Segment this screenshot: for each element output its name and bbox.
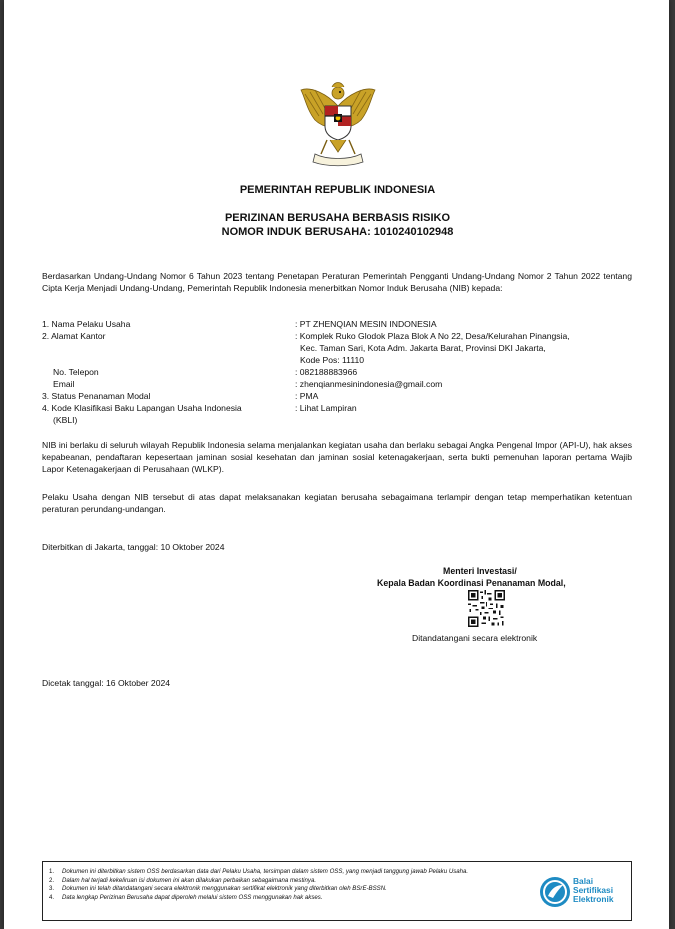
status-row xyxy=(42,390,642,402)
footer-notes-list xyxy=(49,868,539,902)
nib-paragraph: NIB ini berlaku di seluruh wilayah Republik Indonesia selama menjalankan kegiatan usaha dan berlaku sebagai Angka Pengenal Impor (API-U), hak akses kepabeanan, pendaftaran kepesertaan jaminan sosial kesehatan dan jaminan sosial ketenagakerjaan, serta bukti pemenuhan laporan pertama Wajib Lapor Ketenagakerjaan di Perusahaan (WLKP). xyxy=(42,440,632,474)
telepon-value: : 082188883966 xyxy=(295,367,358,377)
kbli-label xyxy=(42,402,295,426)
nama-label: 1. Nama Pelaku Usaha xyxy=(42,319,131,329)
bsre-logo xyxy=(539,870,629,914)
kbli-value: : Lihat Lampiran xyxy=(295,403,357,413)
footer-note: 1. Dokumen ini diterbitkan sistem OSS berdasarkan data dari Pelaku Usaha, tersimpan dalam sistem OSS, yang menjadi tanggung jawab Pelaku Usaha. xyxy=(49,868,469,875)
email-value: : zhenqianmesinindonesia@gmail.com xyxy=(295,379,443,389)
government-heading: PEMERINTAH REPUBLIK INDONESIA xyxy=(239,184,436,196)
telepon-row xyxy=(42,366,642,378)
signed-electronically-text: Ditandatangani secara elektronik xyxy=(412,633,538,643)
signatory-title-2: Kepala Badan Koordinasi Penanaman Modal, xyxy=(377,578,566,588)
qr-code-icon[interactable] xyxy=(468,590,505,627)
footer-note: 4. Data lengkap Perizinan Berusaha dapat diperoleh melalui sistem OSS menggunakan hak akses. xyxy=(49,893,323,901)
footer-note: 3. Dokumen ini telah ditandatangani secara elektronik menggunakan sertifikat elektronik yang diterbitkan oleh BSrE-BSSN. xyxy=(49,885,387,893)
email-row xyxy=(42,378,642,390)
status-label: 3. Status Penanaman Modal xyxy=(42,391,151,401)
signatory-title-1: Menteri Investasi/ xyxy=(443,566,517,576)
footer-notes-box xyxy=(42,861,632,921)
nib-number: NOMOR INDUK BERUSAHA: 1010240102948 xyxy=(221,226,454,238)
alamat-line-1: : Komplek Ruko Glodok Plaza Blok A No 22, Desa/Kelurahan Pinangsia, xyxy=(295,331,570,341)
intro-paragraph: Berdasarkan Undang-Undang Nomor 6 Tahun 2023 tentang Penetapan Peraturan Pemerintah Pengganti Undang-Undang Nomor 2 Tahun 2022 tentang Cipta Kerja Menjadi Undang-Undang, Pemerintah Republik Indonesia menerbitkan Nomor Induk Berusaha (NIB) kepada: xyxy=(42,271,632,293)
footer-note: 2. Dalam hal terjadi kekeliruan isi dokumen ini akan dilakukan perbaikan sebagaimana mestinya. xyxy=(49,876,317,884)
alamat-value xyxy=(295,330,625,366)
printed-date: Dicetak tanggal: 16 Oktober 2024 xyxy=(42,678,171,688)
alamat-line-2: Kec. Taman Sari, Kota Adm. Jakarta Barat, Provinsi DKI Jakarta, xyxy=(300,343,546,353)
telepon-label: No. Telepon xyxy=(53,367,99,377)
pelaku-paragraph: Pelaku Usaha dengan NIB tersebut di atas dapat melaksanakan kegiatan berusaha sebagaimana terlampir dengan tetap memperhatikan ketentuan peraturan perundang-undangan. xyxy=(42,492,632,514)
status-value: : PMA xyxy=(295,391,319,401)
business-details xyxy=(42,318,642,426)
nama-row xyxy=(42,318,642,330)
kbli-row xyxy=(42,402,642,426)
email-label: Email xyxy=(53,379,75,389)
bsre-text: Balai Sertifikasi Elektronik xyxy=(573,876,614,904)
bsre-badge-icon xyxy=(539,876,571,908)
alamat-row xyxy=(42,330,642,366)
alamat-line-3: Kode Pos: 11110 xyxy=(300,355,365,365)
nama-value: : PT ZHENQIAN MESIN INDONESIA xyxy=(295,319,437,329)
garuda-emblem-icon xyxy=(297,76,379,168)
document-title: PERIZINAN BERUSAHA BERBASIS RISIKO xyxy=(224,212,451,224)
kbli-label-line-1: 4. Kode Klasifikasi Baku Lapangan Usaha Indonesia xyxy=(42,403,242,413)
issued-date: Diterbitkan di Jakarta, tanggal: 10 Oktober 2024 xyxy=(42,542,225,552)
kbli-label-line-2: (KBLI) xyxy=(53,415,78,425)
alamat-label: 2. Alamat Kantor xyxy=(42,331,106,341)
